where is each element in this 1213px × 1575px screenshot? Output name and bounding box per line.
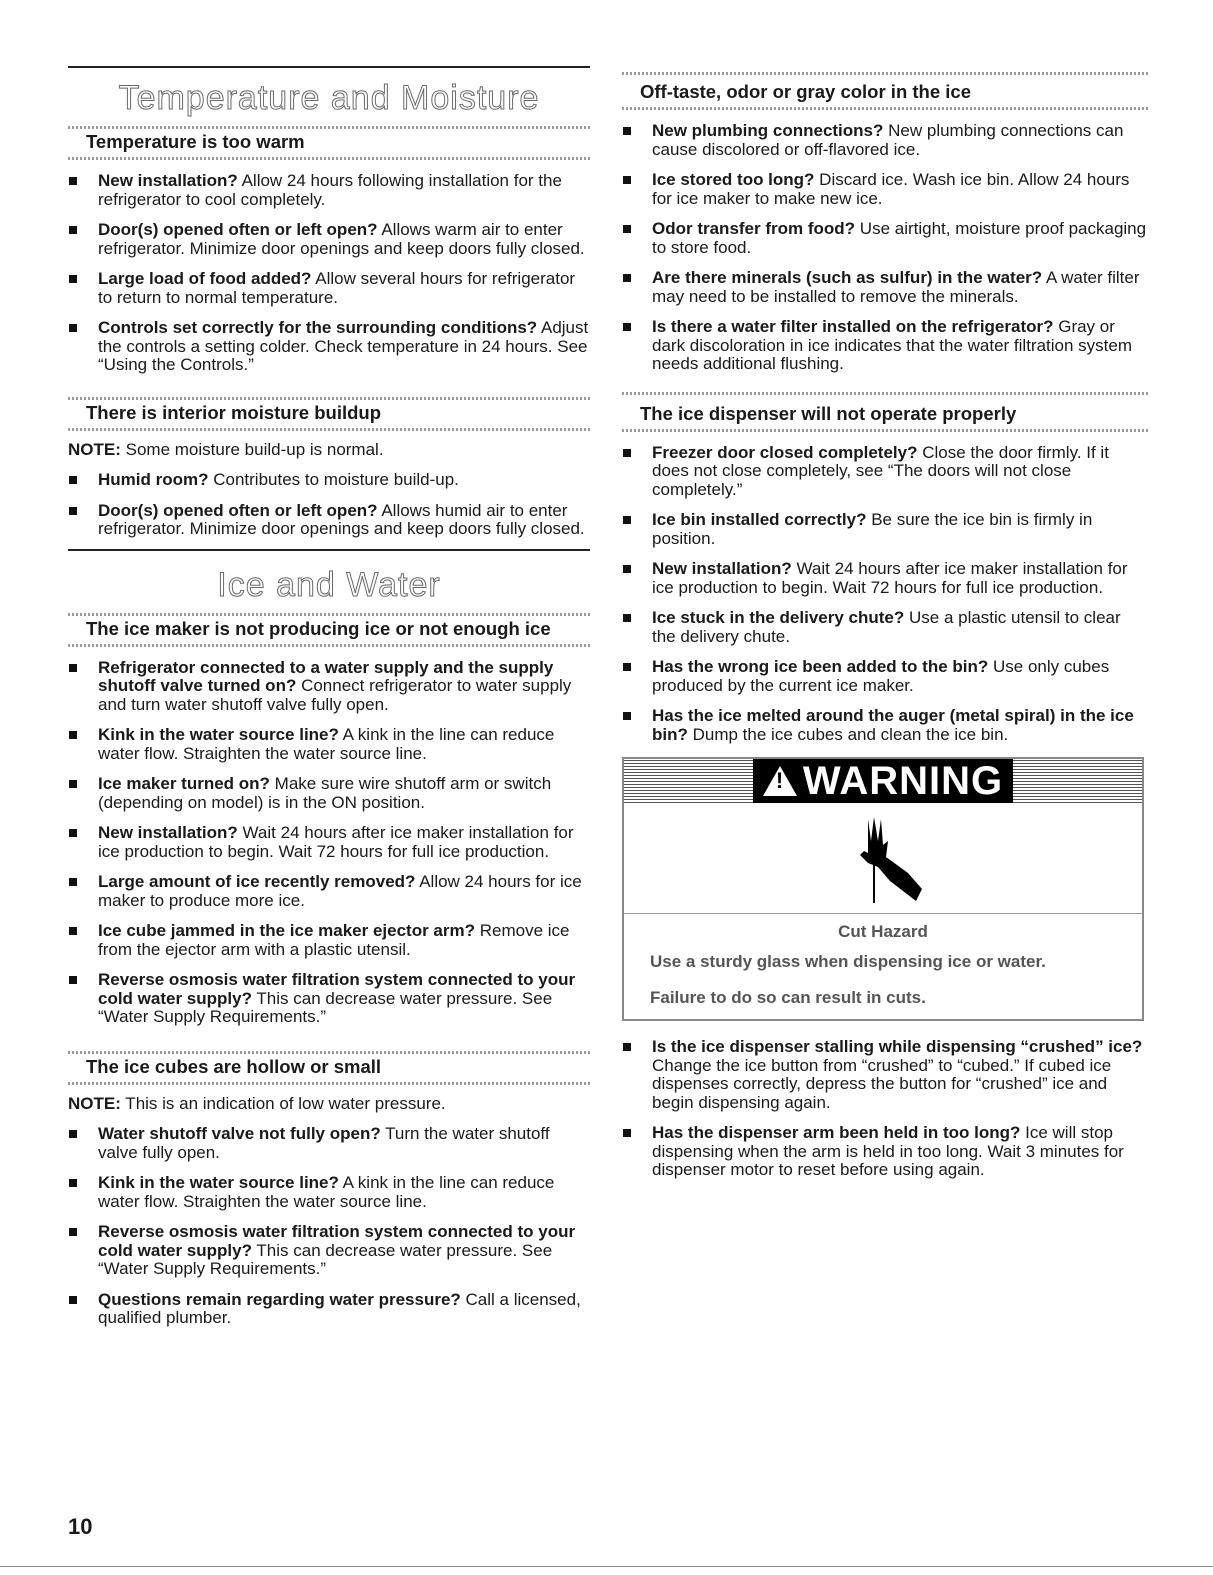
item-answer: Ice will stop dispensing when the arm is held in too long. Wait 3 minutes for dispenser motor to reset before using again. (652, 1123, 1124, 1179)
bullet-icon (69, 664, 77, 672)
bullet-icon (623, 1043, 631, 1051)
item-question: Humid room? (98, 470, 209, 489)
list-item (68, 221, 590, 258)
ice-not-producing-list (68, 659, 590, 1027)
dispenser-list (622, 444, 1148, 745)
moisture-note (68, 441, 590, 460)
warning-label (753, 759, 1013, 803)
item-question: New plumbing connections? (652, 121, 884, 140)
list-item (68, 775, 590, 812)
item-question: Ice stored too long? (652, 170, 815, 189)
bullet-icon (69, 731, 77, 739)
item-answer: Discard ice. Wash ice bin. Allow 24 hours for ice maker to make new ice. (652, 170, 1130, 208)
bullet-icon (623, 663, 631, 671)
warning-label-text: WARNING (802, 759, 1004, 803)
bullet-icon (69, 780, 77, 788)
section-title-ice-water: Ice and Water (217, 565, 441, 604)
left-column (68, 0, 590, 1328)
list-item (68, 922, 590, 959)
item-answer: Connect refrigerator to water supply and turn water shutoff valve fully open. (98, 676, 572, 714)
item-question: New installation? (98, 823, 238, 842)
after-warning-list (622, 1038, 1148, 1180)
bullet-icon (623, 712, 631, 720)
heading-off-taste: Off-taste, odor or gray color in the ice (640, 81, 971, 102)
cut-hazard-icon-area (624, 803, 1142, 914)
item-question: Has the wrong ice been added to the bin? (652, 657, 989, 676)
item-question: Is the ice dispenser stalling while dispensing “crushed” ice? (652, 1037, 1143, 1056)
bullet-icon (623, 176, 631, 184)
note-label: NOTE: (68, 439, 121, 459)
bullet-icon (623, 323, 631, 331)
bullet-icon (69, 1296, 77, 1304)
list-item (622, 1038, 1148, 1112)
heading-moisture-buildup: There is interior moisture buildup (86, 401, 382, 423)
bullet-icon (623, 449, 631, 457)
item-question: Large load of food added? (98, 269, 312, 288)
bullet-icon (623, 1129, 631, 1137)
hollow-list (68, 1125, 590, 1328)
list-item (622, 1124, 1148, 1180)
item-answer: Use only cubes produced by the current ice maker. (652, 657, 1110, 695)
item-question: Are there minerals (such as sulfur) in the water? (652, 268, 1043, 287)
item-answer: Allow several hours for refrigerator to return to normal temperature. (98, 269, 576, 307)
bullet-icon (69, 476, 77, 484)
item-question: Door(s) opened often or left open? (98, 500, 378, 520)
item-question: Door(s) opened often or left open? (98, 220, 378, 239)
bullet-icon (69, 1179, 77, 1187)
note-text: This is an indication of low water pressure. (120, 1093, 446, 1113)
list-item (622, 269, 1148, 306)
list-item (622, 220, 1148, 257)
list-item (68, 1174, 590, 1211)
dotted-divider (622, 107, 1148, 110)
list-item (622, 609, 1148, 646)
note-label: NOTE: (68, 1093, 121, 1113)
off-taste-list (622, 122, 1148, 374)
item-answer: Gray or dark discoloration in ice indicates that the water filtration system needs additional flushing. (652, 317, 1133, 373)
item-answer: Allow 24 hours following installation for the refrigerator to cool completely. (98, 171, 562, 209)
heading-ice-cubes-hollow: The ice cubes are hollow or small (86, 1055, 382, 1077)
item-answer: Use airtight, moisture proof packaging to store food. (652, 219, 1147, 257)
dotted-divider (68, 644, 590, 647)
item-answer: Call a licensed, qualified plumber. (98, 1289, 581, 1327)
page-number: 10 (68, 1514, 93, 1539)
item-question: Questions remain regarding water pressure? (98, 1289, 461, 1309)
item-answer: This can decrease water pressure. See “Water Supply Requirements.” (98, 1240, 553, 1278)
item-answer: Turn the water shutoff valve fully open. (98, 1124, 550, 1162)
dotted-divider (68, 157, 590, 160)
list-item (622, 171, 1148, 208)
list-item (68, 824, 590, 861)
item-answer: Adjust the controls a setting colder. Check temperature in 24 hours. See “Using the Controls.” (98, 318, 589, 374)
list-item (622, 511, 1148, 548)
item-question: Kink in the water source line? (98, 1173, 339, 1192)
bottom-rule (0, 1566, 1213, 1567)
item-answer: Use a plastic utensil to clear the delivery chute. (652, 608, 1121, 646)
bullet-icon (623, 516, 631, 524)
bullet-icon (623, 614, 631, 622)
item-question: Is there a water filter installed on the refrigerator? (652, 317, 1054, 336)
item-answer: A kink in the line can reduce water flow. Straighten the water source line. (98, 1173, 555, 1211)
item-answer: Be sure the ice bin is firmly in position. (652, 510, 1093, 548)
item-question: Large amount of ice recently removed? (98, 872, 416, 891)
item-question: Has the ice melted around the auger (metal spiral) in the ice bin? (652, 706, 1134, 744)
warning-line-2: Failure to do so can result in cuts. (650, 988, 926, 1007)
list-item (68, 471, 590, 490)
bullet-icon (623, 565, 631, 573)
item-answer: This can decrease water pressure. See “Water Supply Requirements.” (98, 988, 553, 1026)
item-answer: Change the ice button from “crushed” to “cubed.” If cubed ice dispenses correctly, depress the button for “crushed” ice and begin dispensing again. (652, 1055, 1112, 1112)
list-item (622, 707, 1148, 744)
item-answer: Allows humid air to enter refrigerator. Minimize door openings and keep doors fully closed. (98, 500, 585, 538)
item-answer: Contributes to moisture build-up. (208, 470, 459, 489)
warning-line-1: Use a sturdy glass when dispensing ice or water. (650, 952, 1046, 971)
list-item (68, 1223, 590, 1279)
item-answer: New plumbing connections can cause discolored or off-flavored ice. (652, 121, 1124, 159)
item-question: Water shutoff valve not fully open? (98, 1124, 381, 1143)
section-rule (68, 549, 590, 551)
dotted-divider (68, 1082, 590, 1085)
item-question: New installation? (98, 171, 238, 190)
bullet-icon (69, 324, 77, 332)
temp-warm-list (68, 172, 590, 375)
bullet-icon (69, 507, 77, 515)
list-item (68, 659, 590, 715)
item-question: Reverse osmosis water filtration system connected to your cold water supply? (98, 970, 576, 1008)
bullet-icon (69, 878, 77, 886)
list-item (622, 658, 1148, 695)
bullet-icon (69, 275, 77, 283)
list-item (68, 1125, 590, 1162)
note-text: Some moisture build-up is normal. (120, 439, 384, 459)
item-question: Ice cube jammed in the ice maker ejector arm? (98, 921, 475, 940)
section-rule (68, 66, 590, 68)
heading-ice-not-producing: The ice maker is not producing ice or not enough ice (86, 617, 551, 639)
bullet-icon (623, 127, 631, 135)
item-answer: A kink in the line can reduce water flow. Straighten the water source line. (98, 725, 555, 763)
list-item (68, 1291, 590, 1328)
item-answer: Allow 24 hours for ice maker to produce more ice. (98, 872, 582, 910)
item-question: Freezer door closed completely? (652, 442, 918, 462)
item-question: Ice bin installed correctly? (652, 510, 867, 529)
right-column-after-warning (622, 1026, 1148, 1180)
heading-dispenser-not-operating: The ice dispenser will not operate properly (640, 402, 1017, 424)
warning-triangle-icon (763, 766, 797, 796)
cut-hazard-hand-icon (838, 811, 928, 906)
item-answer: Make sure wire shutoff arm or switch (depending on model) is in the ON position. (98, 774, 552, 812)
item-answer: Wait 24 hours after ice maker installation for ice production to begin. Wait 72 hours for full ice production. (652, 559, 1128, 597)
bullet-icon (69, 829, 77, 837)
list-item (622, 444, 1148, 500)
item-question: Controls set correctly for the surrounding conditions? (98, 318, 538, 337)
item-answer: Allows warm air to enter refrigerator. Minimize door openings and keep doors fully closed. (98, 220, 585, 258)
bullet-icon (69, 226, 77, 234)
item-question: Ice maker turned on? (98, 774, 270, 793)
item-question: Odor transfer from food? (652, 219, 856, 238)
item-question: Kink in the water source line? (98, 725, 339, 744)
item-question: Ice stuck in the delivery chute? (652, 608, 905, 627)
bullet-icon (69, 1228, 77, 1236)
list-item (68, 873, 590, 910)
item-answer: A water filter may need to be installed to remove the minerals. (652, 268, 1140, 306)
warning-text (624, 914, 1142, 1030)
bullet-icon (69, 976, 77, 984)
list-item (622, 122, 1148, 159)
list-item (68, 319, 590, 375)
item-answer: Remove ice from the ejector arm with a plastic utensil. (98, 921, 570, 959)
list-item (68, 971, 590, 1027)
item-question: Reverse osmosis water filtration system connected to your cold water supply? (98, 1222, 576, 1260)
list-item (68, 172, 590, 209)
list-item (622, 560, 1148, 597)
list-item (68, 502, 590, 539)
item-question: Has the dispenser arm been held in too long? (652, 1123, 1021, 1142)
list-item (68, 726, 590, 763)
bullet-icon (623, 274, 631, 282)
dotted-divider (68, 428, 590, 431)
dotted-divider (622, 429, 1148, 432)
warning-header (624, 759, 1142, 803)
item-question: Refrigerator connected to a water supply and the supply shutoff valve turned on? (98, 657, 554, 695)
bullet-icon (623, 225, 631, 233)
list-item (68, 270, 590, 307)
heading-temperature-too-warm: Temperature is too warm (86, 131, 305, 152)
right-column (622, 0, 1148, 744)
moisture-list (68, 471, 590, 539)
section-title-temperature: Temperature and Moisture (118, 79, 540, 117)
item-question: New installation? (652, 559, 792, 578)
bullet-icon (69, 1130, 77, 1138)
bullet-icon (69, 927, 77, 935)
hollow-note (68, 1095, 590, 1114)
item-answer: Dump the ice cubes and clean the ice bin. (687, 724, 1009, 744)
item-answer: Close the door firmly. If it does not close completely, see “The doors will not close completely.” (652, 442, 1109, 499)
list-item (622, 318, 1148, 374)
warning-box (622, 757, 1144, 1021)
item-answer: Wait 24 hours after ice maker installation for ice production to begin. Wait 72 hours for full ice production. (98, 823, 574, 861)
bullet-icon (69, 177, 77, 185)
hazard-title: Cut Hazard (838, 922, 928, 941)
